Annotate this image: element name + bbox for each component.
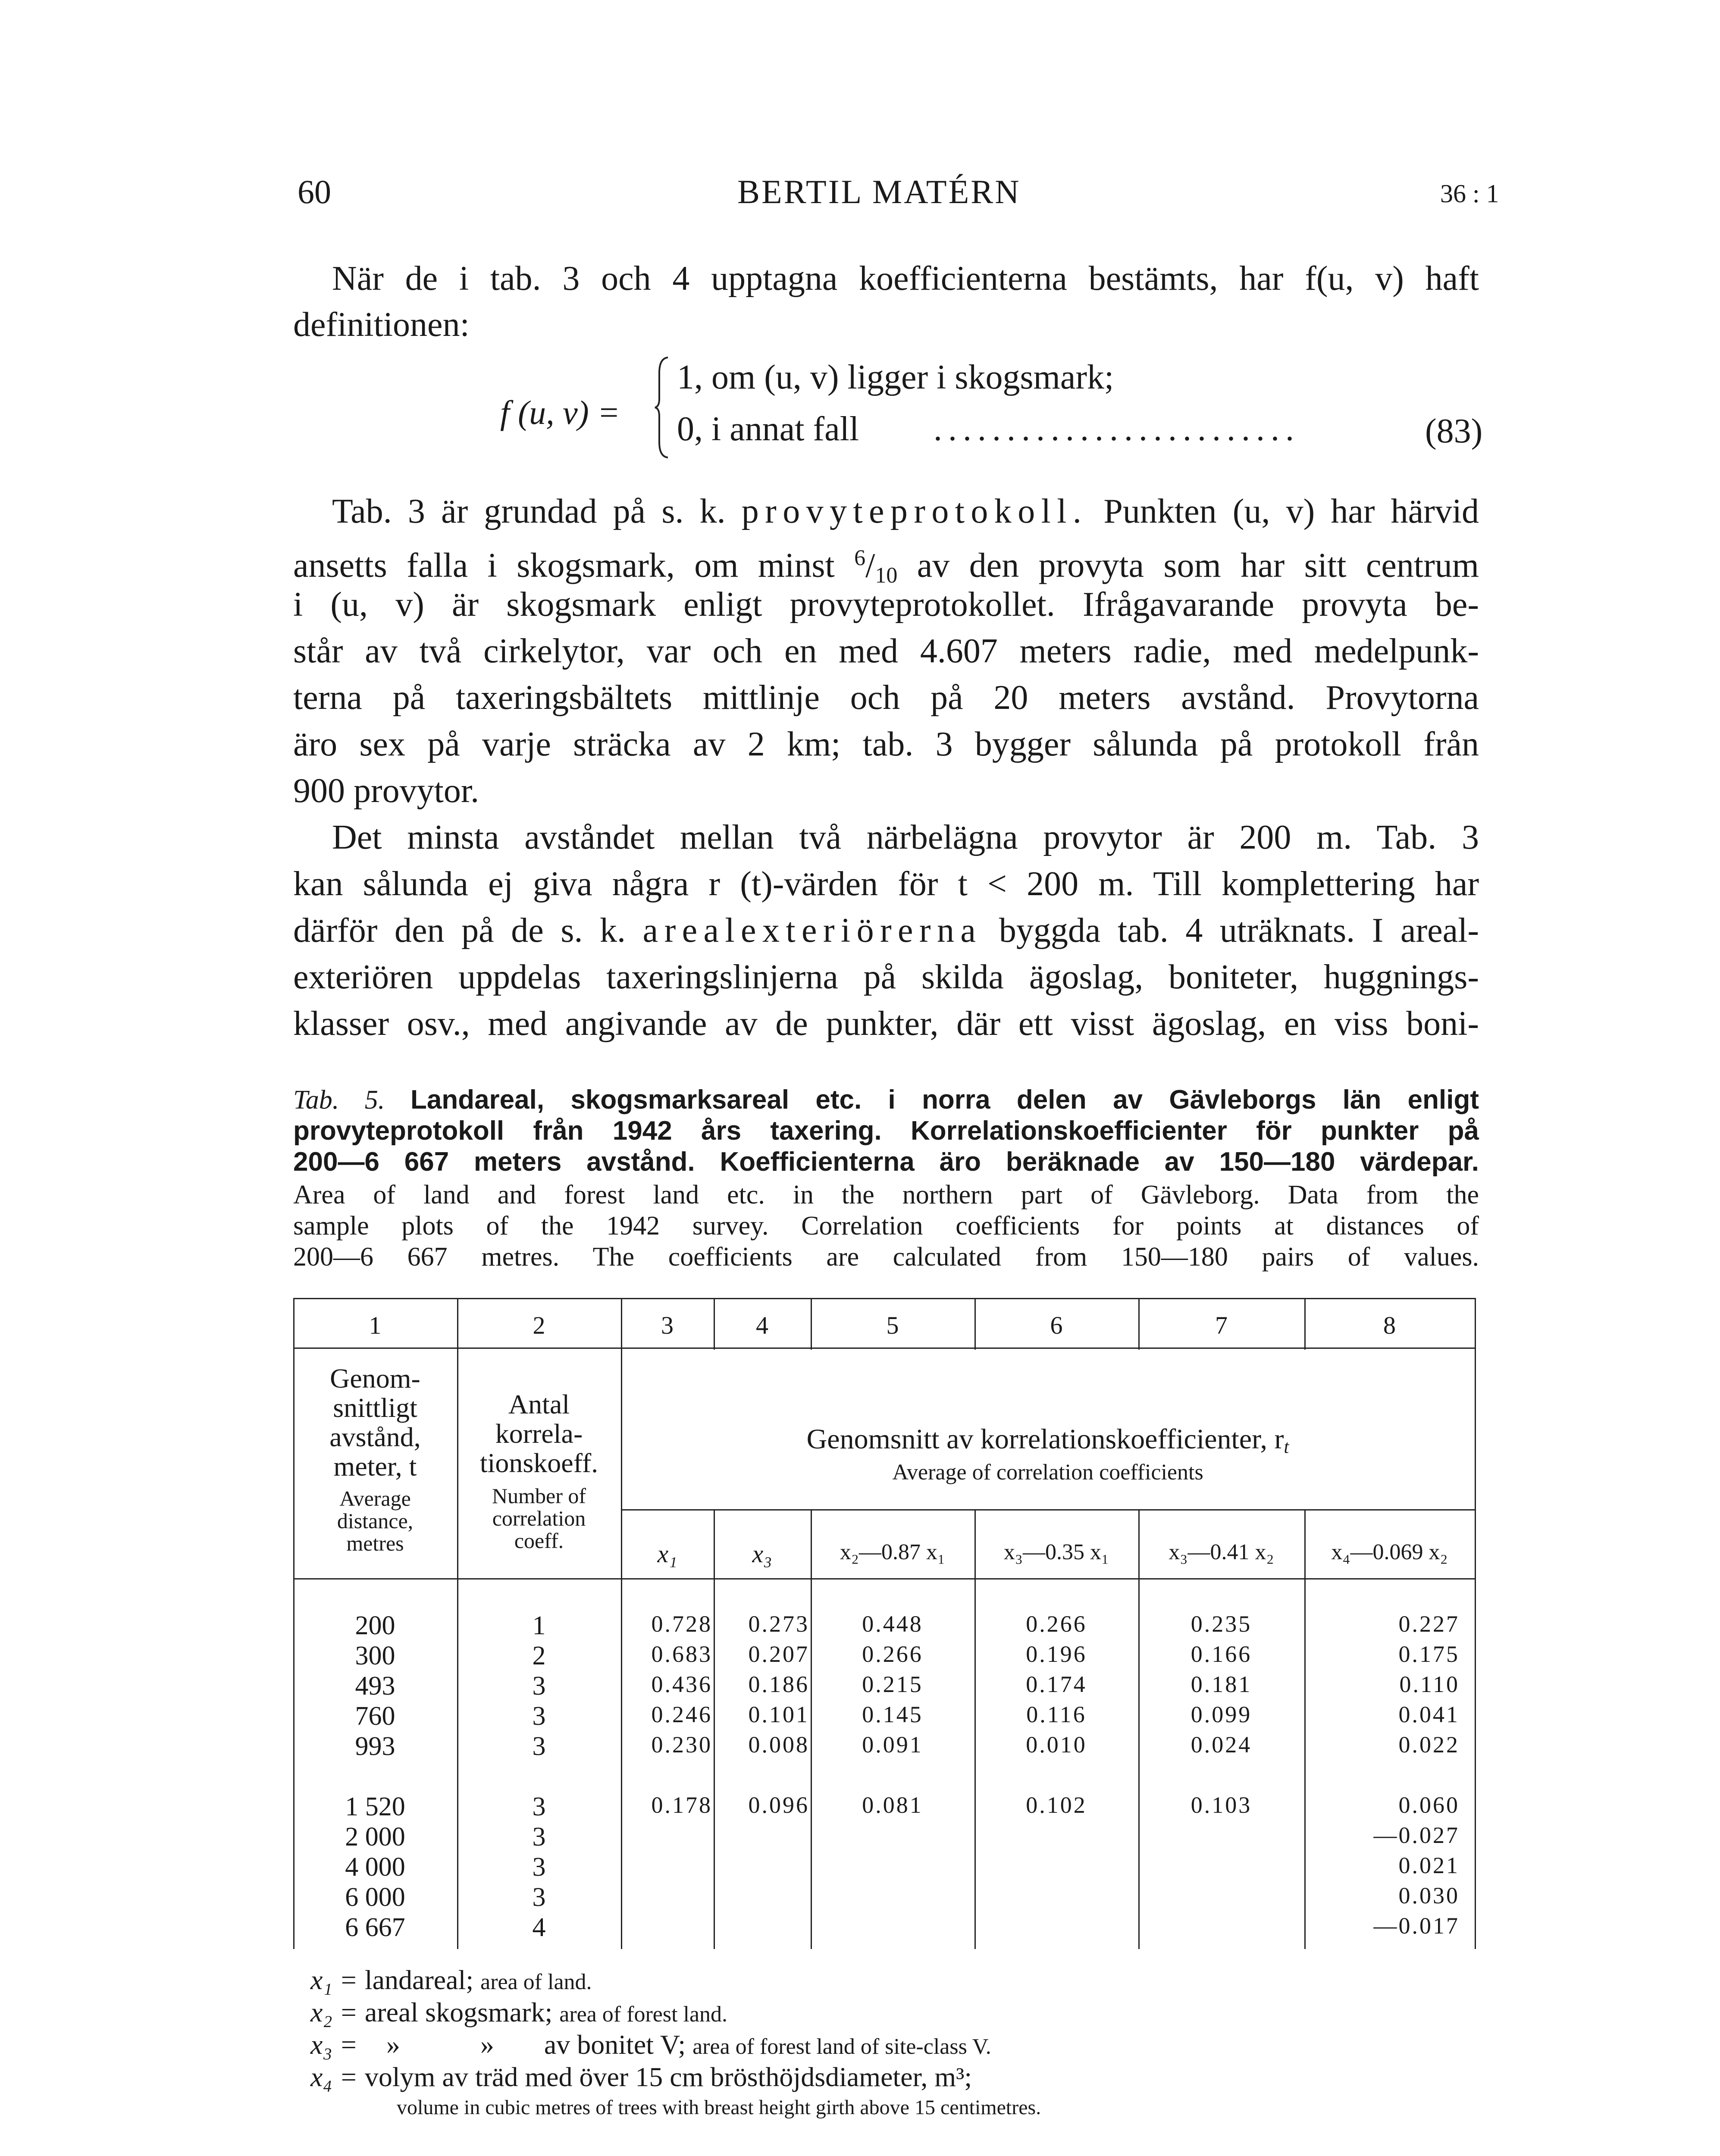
column-divider	[714, 1509, 715, 1949]
header-bottom-rule	[293, 1578, 1475, 1579]
variable-header: x₃—0.35 x₁	[1003, 1540, 1109, 1564]
caption-english: 200—6 667 metres. The coefficients are calculated from 150—180 pairs of values.	[293, 1242, 1479, 1272]
table-cell: 0.091	[862, 1732, 923, 1758]
table-cell: 0.103	[1191, 1792, 1252, 1818]
table-cell: 1 520	[345, 1792, 405, 1821]
table-cell: 493	[355, 1671, 395, 1701]
footnote-en: area of forest land.	[559, 2002, 728, 2027]
table-cell: 0.246	[651, 1702, 712, 1727]
table-cell: 300	[355, 1641, 395, 1670]
table-cell: 0.436	[651, 1671, 712, 1697]
text-line: terna på taxeringsbältets mittlinje och på 20 meters avstånd. Provytorna	[293, 679, 1479, 717]
footnote-symbol: x₂ =	[310, 1997, 358, 2028]
subscript: t	[1284, 1437, 1289, 1457]
header-text-en: metres	[346, 1531, 404, 1555]
header-text: Genomsnitt av korrelationskoefficienter, r	[806, 1423, 1284, 1455]
span-header-sv	[621, 1423, 1475, 1458]
table-cell: 0.041	[1398, 1702, 1460, 1727]
table-cell: 0.022	[1398, 1732, 1460, 1758]
table-cell: 0.008	[748, 1732, 809, 1758]
text-span: av den provyta som har sitt centrum	[917, 546, 1479, 585]
text-line	[332, 487, 1479, 536]
table-cell: 0.102	[1026, 1792, 1087, 1818]
table-cell: 0.096	[748, 1792, 809, 1818]
caption-english: sample plots of the 1942 survey. Correlation coefficients for points at distances of	[293, 1211, 1479, 1241]
footnote-sv: areal skogsmark;	[364, 1997, 553, 2028]
header-text-en: correlation	[492, 1506, 586, 1530]
variable-header: x₃—0.41 x₂	[1169, 1540, 1274, 1564]
header-text: snittligt	[333, 1392, 417, 1423]
table-cell: 0.266	[1026, 1611, 1087, 1637]
header-text-en: distance,	[337, 1509, 414, 1533]
table-cell: 0.101	[748, 1702, 809, 1727]
text-line: i (u, v) är skogsmark enligt provyteprotokollet. Ifrågavarande provyta be-	[293, 586, 1479, 624]
column-number: 2	[533, 1311, 545, 1339]
table-cell: 0.266	[862, 1641, 923, 1667]
table-cell: 993	[355, 1732, 395, 1761]
table-cell: 4 000	[345, 1852, 405, 1882]
caption-swedish: 200—6 667 meters avstånd. Koefficienterna äro beräknade av 150—180 värdepar.	[293, 1147, 1479, 1177]
text-line: kan sålunda ej giva några r (t)-värden för t < 200 m. Till komplettering har	[293, 865, 1479, 903]
table-cell: 0.215	[862, 1671, 923, 1697]
table-cell: 3	[532, 1792, 546, 1821]
footnote-sv: volym av träd med över 15 cm brösthöjdsdiameter, m³;	[364, 2062, 972, 2092]
table-cell: 0.186	[748, 1671, 809, 1697]
caption-line	[293, 1084, 1479, 1116]
table-cell: 3	[532, 1732, 546, 1761]
equation-number: (83)	[1425, 412, 1483, 450]
table-cell: 0.728	[651, 1611, 712, 1637]
table-label: Tab. 5.	[293, 1085, 385, 1115]
running-title: BERTIL MATÉRN	[737, 173, 1021, 210]
footnote-en: volume in cubic metres of trees with breast height girth above 15 centimetres.	[397, 2096, 1041, 2119]
table-cell: 0.099	[1191, 1702, 1252, 1727]
table-cell: 0.683	[651, 1641, 712, 1667]
table-cell: 0.235	[1191, 1611, 1252, 1637]
table-cell: 0.227	[1398, 1611, 1460, 1637]
brace-icon	[653, 356, 670, 459]
caption-swedish: Landareal, skogsmarksareal etc. i norra delen av Gävleborgs län enligt	[410, 1085, 1479, 1115]
footnote-symbol: x₄ =	[310, 2062, 358, 2092]
variable-header: x₂—0.87 x₁	[840, 1540, 946, 1564]
table-cell: 200	[355, 1611, 395, 1640]
table-cell: 0.207	[748, 1641, 809, 1667]
fraction-numerator: 6	[854, 545, 866, 570]
table-cell: 0.081	[862, 1792, 923, 1818]
table-cell: 0.116	[1026, 1702, 1087, 1727]
column-divider	[1138, 1509, 1140, 1949]
header-text-en: Average	[339, 1486, 411, 1510]
table-right-border	[1475, 1298, 1476, 1949]
table-cell: 4	[532, 1913, 546, 1942]
ditto-mark: »	[386, 2029, 400, 2060]
caption-english: Area of land and forest land etc. in the northern part of Gävleborg. Data from the	[293, 1180, 1479, 1210]
table-cell: 2 000	[345, 1822, 405, 1852]
text-line: äro sex på varje sträcka av 2 km; tab. 3 bygger sålunda på protokoll från	[293, 725, 1479, 763]
ditto-mark: »	[480, 2029, 494, 2060]
table-cell: 6 000	[345, 1883, 405, 1912]
variable-header: x₁	[657, 1540, 677, 1568]
column-number-rule	[293, 1348, 1475, 1349]
table-cell: 760	[355, 1702, 395, 1731]
header-text: avstånd,	[329, 1422, 421, 1452]
header-text: meter, t	[333, 1451, 417, 1482]
span-header-en: Average of correlation coefficients	[892, 1460, 1203, 1485]
fraction: $^6/_{10}$	[854, 545, 898, 588]
table-cell: 2	[532, 1641, 546, 1670]
equation-lhs: f (u, v) =	[500, 394, 620, 431]
header-text: korrela-	[495, 1418, 583, 1449]
table-cell: 6 667	[345, 1913, 405, 1942]
caption-swedish: provyteprotokoll från 1942 års taxering. Korrelationskoefficienter för punkter på	[293, 1116, 1479, 1146]
spaced-term: arealexteriörerna	[642, 912, 982, 950]
column-number: 5	[886, 1311, 899, 1339]
header-text-en: Number of	[492, 1484, 586, 1508]
text-line: definitionen:	[293, 306, 470, 344]
table-cell: 3	[532, 1883, 546, 1912]
text-line: står av två cirkelytor, var och en med 4.607 meters radie, med medelpunk-	[293, 632, 1479, 670]
header-text: Antal	[508, 1389, 570, 1420]
text-span: därför den på de s. k.	[293, 912, 626, 950]
text-span: Tab. 3 är grundad på s. k.	[332, 492, 726, 530]
subheader-rule	[621, 1509, 1475, 1510]
table-cell: 0.230	[651, 1732, 712, 1758]
fraction-denominator: 10	[875, 563, 898, 588]
footnote	[310, 1996, 727, 2028]
footnote-symbol: x₃ =	[310, 2029, 358, 2060]
text-line: Det minsta avståndet mellan två närbelägna provytor är 200 m. Tab. 3	[332, 818, 1479, 856]
equation-case-2: 0, i annat fall	[677, 410, 859, 448]
table-cell: 3	[532, 1702, 546, 1731]
table-cell: 0.110	[1399, 1671, 1460, 1697]
text-line	[293, 906, 1479, 955]
column-number: 4	[756, 1311, 768, 1339]
text-line: exteriören uppdelas taxeringslinjerna på skilda ägoslag, boniteter, huggnings-	[293, 958, 1479, 996]
table-cell: 0.196	[1026, 1641, 1087, 1667]
table-cell: —0.017	[1373, 1913, 1460, 1939]
footnote	[310, 2061, 972, 2093]
footnote-en: area of forest land of site-class V.	[692, 2034, 991, 2059]
table-cell: 0.174	[1026, 1671, 1087, 1697]
text-line: 900 provytor.	[293, 772, 479, 810]
table-cell: 0.024	[1191, 1732, 1252, 1758]
footnote-en: area of land.	[480, 1970, 592, 1994]
equation-case-1: 1, om (u, v) ligger i skogsmark;	[677, 358, 1114, 396]
leader-dots: .........................	[934, 410, 1300, 448]
footnote-sv: av bonitet V;	[544, 2029, 686, 2060]
footnote	[310, 1964, 592, 1996]
footnote	[310, 2029, 991, 2061]
text-span: ansetts falla i skogsmark, om minst	[293, 546, 835, 585]
column-number: 1	[369, 1311, 382, 1339]
variable-header: x₃	[752, 1540, 772, 1568]
table-cell: 0.273	[748, 1611, 809, 1637]
text-line: klasser osv., med angivande av de punkter, där ett visst ägoslag, en viss boni-	[293, 1005, 1479, 1043]
table-cell: 0.030	[1398, 1883, 1460, 1908]
table-cell: 1	[532, 1611, 546, 1640]
table-cell: 0.178	[651, 1792, 712, 1818]
table-cell: 0.060	[1398, 1792, 1460, 1818]
header-text: Genom-	[330, 1363, 420, 1394]
header-text-en: coeff.	[514, 1529, 564, 1553]
variable-header: x₄—0.069 x₂	[1331, 1540, 1448, 1564]
page-number: 60	[298, 173, 331, 210]
table-cell: 0.175	[1398, 1641, 1460, 1667]
table-cell: 0.021	[1398, 1852, 1460, 1878]
footnote-sv: landareal;	[364, 1965, 474, 1995]
table-cell: 3	[532, 1671, 546, 1701]
table-cell: —0.027	[1373, 1822, 1460, 1848]
table-cell: 3	[532, 1852, 546, 1882]
header-text: tionskoeff.	[479, 1448, 598, 1478]
column-number: 6	[1050, 1311, 1063, 1339]
text-span: byggda tab. 4 uträknats. I areal-	[999, 912, 1479, 950]
table-cell: 0.010	[1026, 1732, 1087, 1758]
table-cell: 0.145	[862, 1702, 923, 1727]
table-cell: 0.448	[862, 1611, 923, 1637]
table-cell: 3	[532, 1822, 546, 1852]
footnote-symbol: x₁ =	[310, 1965, 358, 1995]
series-number: 36 : 1	[1440, 179, 1499, 208]
column-divider	[811, 1509, 812, 1949]
table-top-rule	[293, 1298, 1475, 1299]
column-divider	[974, 1509, 976, 1949]
column-number: 3	[661, 1311, 674, 1339]
column-number: 7	[1215, 1311, 1228, 1339]
spaced-term: provyteprotokoll.	[741, 492, 1088, 530]
text-span: Punkten (u, v) har härvid	[1103, 492, 1479, 530]
column-number: 8	[1383, 1311, 1396, 1339]
table-cell: 0.166	[1191, 1641, 1252, 1667]
table-cell: 0.181	[1191, 1671, 1252, 1697]
text-line: När de i tab. 3 och 4 upptagna koefficienterna bestämts, har f(u, v) haft	[332, 260, 1479, 298]
